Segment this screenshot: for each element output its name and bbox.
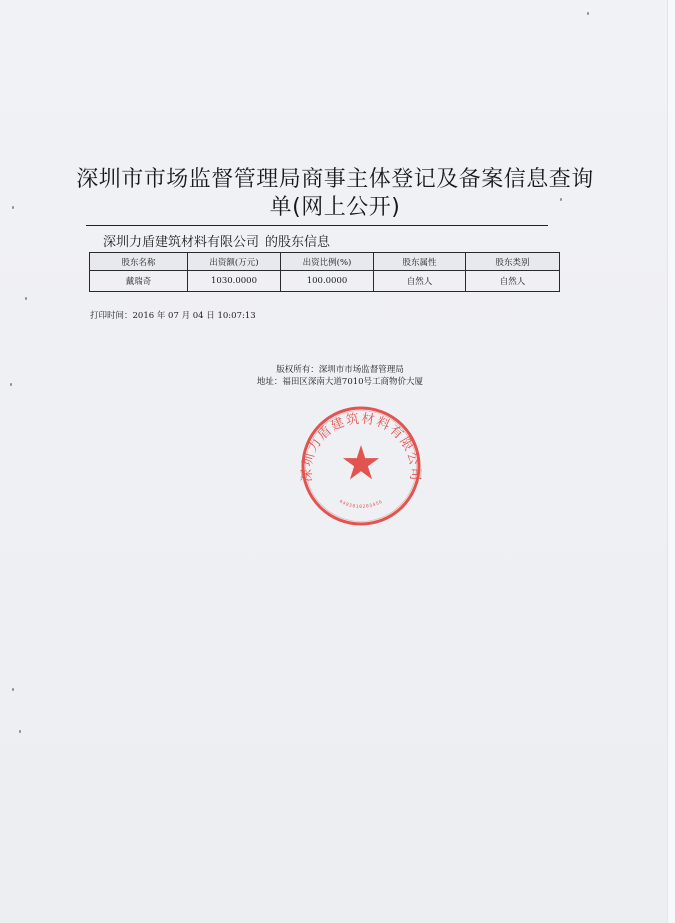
scan-speck <box>19 730 21 733</box>
page-edge <box>667 0 675 923</box>
column-header: 股东类别 <box>466 253 560 271</box>
scan-speck <box>10 383 12 386</box>
shareholder-category: 自然人 <box>466 271 560 292</box>
shareholder-name: 戴瑞奇 <box>90 271 188 292</box>
print-time <box>90 309 256 321</box>
scan-speck <box>12 206 14 209</box>
document-title-line2: 单(网上公开) <box>269 195 401 220</box>
shareholder-attribute: 自然人 <box>374 271 466 292</box>
scan-speck <box>25 297 27 300</box>
print-time-value: 2016 年 07 月 04 日 10:07:13 <box>132 311 256 321</box>
seal-text: 深圳力盾建筑材料有限公司 <box>299 411 423 483</box>
column-header: 股东属性 <box>374 253 466 271</box>
scan-speck <box>12 688 14 691</box>
shareholder-table <box>89 252 560 292</box>
column-header: 股东名称 <box>90 253 188 271</box>
company-name: 深圳力盾建筑材料有限公司 <box>103 235 260 250</box>
column-header: 出资比例(%) <box>281 253 374 271</box>
capital-ratio: 100.0000 <box>281 271 374 292</box>
capital-amount: 1030.0000 <box>188 271 281 292</box>
copyright-line: 版权所有：深圳市市场监督管理局 <box>276 365 404 375</box>
print-time-label: 打印时间： <box>90 311 133 321</box>
scan-speck <box>587 12 589 15</box>
seal-serial: 4403010203456 <box>338 499 384 511</box>
table-row <box>90 271 560 292</box>
seal-star-icon <box>343 445 379 479</box>
column-header: 出资额(万元) <box>188 253 281 271</box>
title-rule <box>86 225 548 226</box>
section-suffix: 的股东信息 <box>265 235 331 250</box>
address-line: 地址：福田区深南大道7010号工商物价大厦 <box>256 377 424 387</box>
company-seal-stamp <box>293 404 429 530</box>
section-heading <box>103 231 330 250</box>
document-title-line1: 深圳市市场监督管理局商事主体登记及备案信息查询 <box>76 167 594 192</box>
table-header-row <box>90 253 560 271</box>
